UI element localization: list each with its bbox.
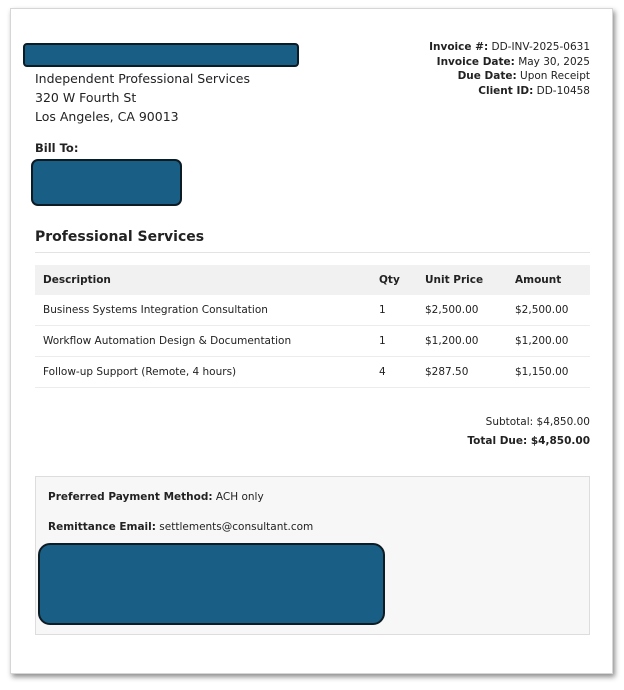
due-date: Due Date: Upon Receipt [457,70,590,82]
header-description: Description [35,265,371,295]
company-line: Independent Professional Services [35,71,251,86]
row-qty: 4 [371,357,417,388]
row-amount: $2,500.00 [507,295,590,326]
services-title: Professional Services [35,229,205,245]
client-id: Client ID: DD-10458 [478,84,590,97]
header-amount: Amount [507,265,590,295]
redacted-payment-details [38,543,385,625]
remittance-email: Remittance Email: settlements@consultant.com [48,521,314,533]
row-unit-price: $1,200.00 [417,326,507,357]
invoice-meta [429,40,590,98]
invoice-number: Invoice #: DD-INV-2025-0631 [429,41,590,53]
row-qty: 1 [371,295,417,326]
section-divider [35,252,590,253]
row-unit-price: $287.50 [417,357,507,388]
payment-method: Preferred Payment Method: ACH only [48,491,264,503]
row-description: Business Systems Integration Consultation [35,295,371,326]
payment-box [35,476,590,635]
invoice-date: Invoice Date: May 30, 2025 [436,55,590,68]
header-unit-price: Unit Price [417,265,507,295]
row-amount: $1,150.00 [507,357,590,388]
totals [467,413,590,451]
table-row [35,357,590,388]
invoice-page [10,8,613,674]
row-description: Follow-up Support (Remote, 4 hours) [35,357,371,388]
redacted-company-name [23,43,299,67]
table-header-row [35,265,590,295]
header-qty: Qty [371,265,417,295]
redacted-bill-to [31,159,182,206]
subtotal: Subtotal: $4,850.00 [485,416,590,428]
company-line: 320 W Fourth St [35,90,137,105]
row-amount: $1,200.00 [507,326,590,357]
bill-to-label: Bill To: [35,141,79,155]
total-due: Total Due: $4,850.00 [467,435,590,447]
row-qty: 1 [371,326,417,357]
company-line: Los Angeles, CA 90013 [35,109,179,124]
row-description: Workflow Automation Design & Documentation [35,326,371,357]
company-address [35,69,250,126]
table-row [35,295,590,326]
table-row [35,326,590,357]
row-unit-price: $2,500.00 [417,295,507,326]
services-table [35,265,590,388]
